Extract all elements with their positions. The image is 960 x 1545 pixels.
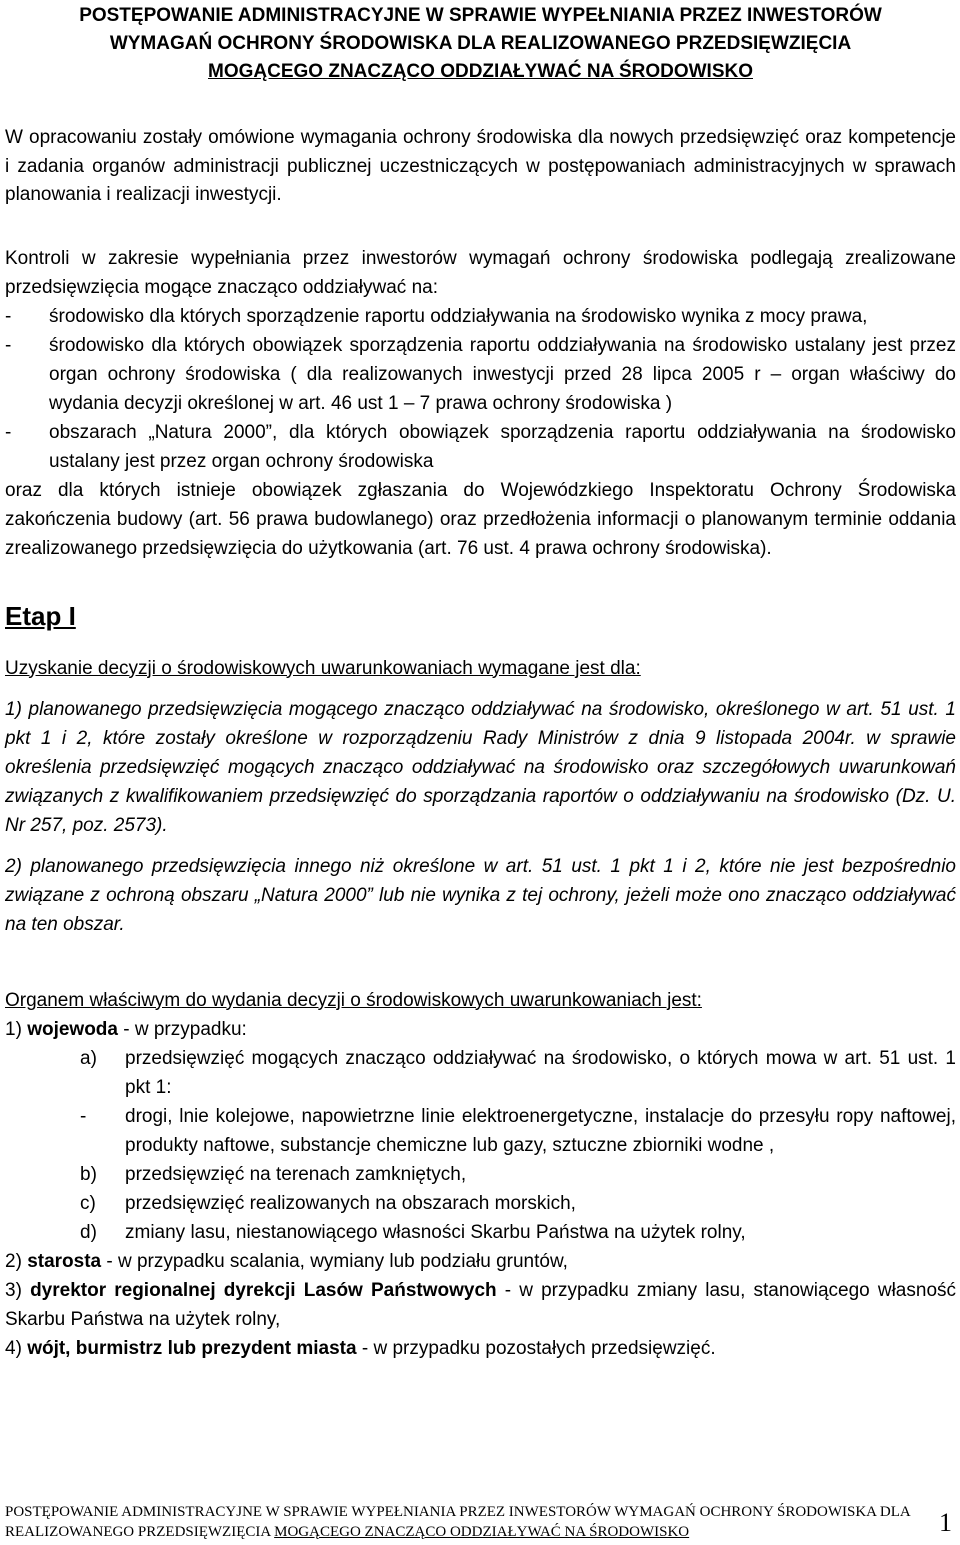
subitem-text: przedsięwzięć mogących znacząco oddziaływać na środowisko, o których mowa w art. 51 ust. 1 pkt 1: — [125, 1047, 956, 1098]
organ-item-4 — [5, 1334, 956, 1363]
control-item — [5, 331, 956, 418]
item-number: 2) — [5, 1250, 22, 1272]
control-closing: oraz dla których istnieje obowiązek zgłaszania do Wojewódzkiego Inspektoratu Ochrony Środowiska zakończenia budowy (art. 56 prawa budowlanego) oraz przedłożenia informacji o planowanym terminie oddania zrealizowanego przedsięwzięcia do użytkowania (art. 76 ust. 4 prawa ochrony środowiska). — [5, 479, 956, 559]
control-item-text: obszarach „Natura 2000”, dla których obowiązek sporządzenia raportu oddziaływania na środowisko ustalany jest przez organ ochrony środowiska — [49, 421, 956, 472]
subitem-marker: c) — [80, 1192, 96, 1214]
dash-marker: - — [5, 305, 12, 327]
organ-name: dyrektor regionalnej dyrekcji Lasów Państwowych — [30, 1279, 497, 1301]
organ-desc: - w przypadku scalania, wymiany lub podziału gruntów, — [101, 1250, 568, 1272]
dash-marker: - — [5, 334, 12, 356]
title-line-2: WYMAGAŃ OCHRONY ŚRODOWISKA DLA REALIZOWANEGO PRZEDSIĘWZIĘCIA — [109, 33, 852, 54]
page-number: 1 — [939, 1508, 952, 1537]
control-section — [5, 244, 956, 563]
control-lead: Kontroli w zakresie wypełniania przez inwestorów wymagań ochrony środowiska podlegają zrealizowane przedsięwzięcia mogące znacząco oddziaływać na: — [5, 247, 956, 298]
organ-desc: - w przypadku pozostałych przedsięwzięć. — [356, 1337, 716, 1359]
decision-item: 2) planowanego przedsięwzięcia innego niż określone w art. 51 ust. 1 pkt 1 i 2, które nie jest bezpośrednio związane z ochroną obszaru „Natura 2000” lub nie wynika z tej ochrony, jeżeli może ono znacząco oddziaływać na ten obszar. — [5, 855, 956, 935]
organ-subitem-b — [5, 1160, 956, 1189]
document-title — [5, 2, 956, 86]
dash-marker: - — [5, 421, 12, 443]
control-item — [5, 302, 956, 331]
item-number: 4) — [5, 1337, 22, 1359]
organ-list — [5, 1015, 956, 1363]
subitem-marker: - — [80, 1105, 87, 1127]
organ-desc: - w przypadku zmiany lasu, stanowiącego własność Skarbu Państwa na użytek rolny, — [5, 1279, 957, 1330]
intro-paragraph: W opracowaniu zostały omówione wymagania ochrony środowiska dla nowych przedsięwzięć oraz kompetencje i zadania organów administracji publicznej uczestniczących w postępowaniach administracyjnych w sprawach planowania i realizacji inwestycji. — [5, 127, 956, 205]
title-line-1: POSTĘPOWANIE ADMINISTRACYJNE W SPRAWIE WYPEŁNIANIA PRZEZ INWESTORÓW — [79, 5, 882, 26]
decision-heading: Uzyskanie decyzji o środowiskowych uwarunkowaniach wymagane jest dla: — [5, 657, 641, 679]
organ-item-1 — [5, 1015, 956, 1044]
subitem-marker: a) — [80, 1047, 97, 1069]
organ-desc: - w przypadku: — [117, 1018, 247, 1040]
organ-heading: Organem właściwym do wydania decyzji o środowiskowych uwarunkowaniach jest: — [5, 989, 702, 1011]
footer-line-2 — [5, 1522, 956, 1542]
organ-subitem-a — [5, 1044, 956, 1102]
organ-subitem-d — [5, 1218, 956, 1247]
footer-underlined-text: MOGĄCEGO ZNACZĄCO ODDZIAŁYWAĆ NA ŚRODOWISKO — [274, 1524, 690, 1540]
title-line-3: MOGĄCEGO ZNACZĄCO ODDZIAŁYWAĆ NA ŚRODOWISKO — [208, 61, 753, 82]
stage-heading: Etap I — [5, 600, 76, 631]
decision-item: 1) planowanego przedsięwzięcia mogącego znacząco oddziaływać na środowisko, określonego w art. 51 ust. 1 pkt 1 i 2, które zostały określone w rozporządzeniu Rady Ministrów z dnia 9 listopada 2004r. w sprawie określenia przedsięwzięć mogących znacząco oddziaływać na środowisko oraz szczegółowych uwarunkowań związanych z kwalifikowaniem przedsięwzięć do sporządzania raportów o oddziaływaniu na środowisko (Dz. U. Nr 257, poz. 2573). — [5, 698, 956, 836]
control-item-text: środowisko dla których sporządzenie raportu oddziaływania na środowisko wynika z mocy prawa, — [49, 305, 868, 327]
organ-item-2 — [5, 1247, 956, 1276]
subitem-text: drogi, lnie kolejowe, napowietrzne linie elektroenergetyczne, instalacje do przesyłu ropy naftowej, produkty naftowe, substancje chemiczne lub gazy, sztuczne zbiorniki wodne , — [125, 1105, 956, 1156]
organ-name: wojewoda — [27, 1018, 118, 1040]
subitem-marker: b) — [80, 1163, 97, 1185]
subitem-text: przedsięwzięć realizowanych na obszarach morskich, — [125, 1192, 576, 1214]
item-number: 1) — [5, 1018, 22, 1040]
control-item — [5, 418, 956, 476]
footer-line-1: POSTĘPOWANIE ADMINISTRACYJNE W SPRAWIE WYPEŁNIANIA PRZEZ INWESTORÓW WYMAGAŃ OCHRONY ŚRODOWISKA DLA — [5, 1504, 911, 1520]
organ-subitem-dash — [5, 1102, 956, 1160]
document-page — [5, 0, 956, 1363]
subitem-text: przedsięwzięć na terenach zamkniętych, — [125, 1163, 467, 1185]
organ-subitem-c — [5, 1189, 956, 1218]
organ-name: wójt, burmistrz lub prezydent miasta — [27, 1337, 357, 1359]
control-item-text: środowisko dla których obowiązek sporządzenia raportu oddziaływania na środowisko ustalany jest przez organ ochrony środowiska ( dla realizowanych inwestycji przed 28 lipca 2005 r – organ właściwy do wydania decyzji określonej w art. 46 ust 1 – 7 prawa ochrony środowiska ) — [49, 334, 956, 414]
item-number: 3) — [5, 1279, 22, 1301]
organ-name: starosta — [27, 1250, 102, 1272]
organ-item-3 — [5, 1276, 956, 1334]
footer-text: REALIZOWANEGO PRZEDSIĘWZIĘCIA — [5, 1524, 275, 1540]
subitem-text: zmiany lasu, niestanowiącego własności Skarbu Państwa na użytek rolny, — [125, 1221, 746, 1243]
subitem-marker: d) — [80, 1221, 97, 1243]
page-footer — [5, 1502, 956, 1542]
